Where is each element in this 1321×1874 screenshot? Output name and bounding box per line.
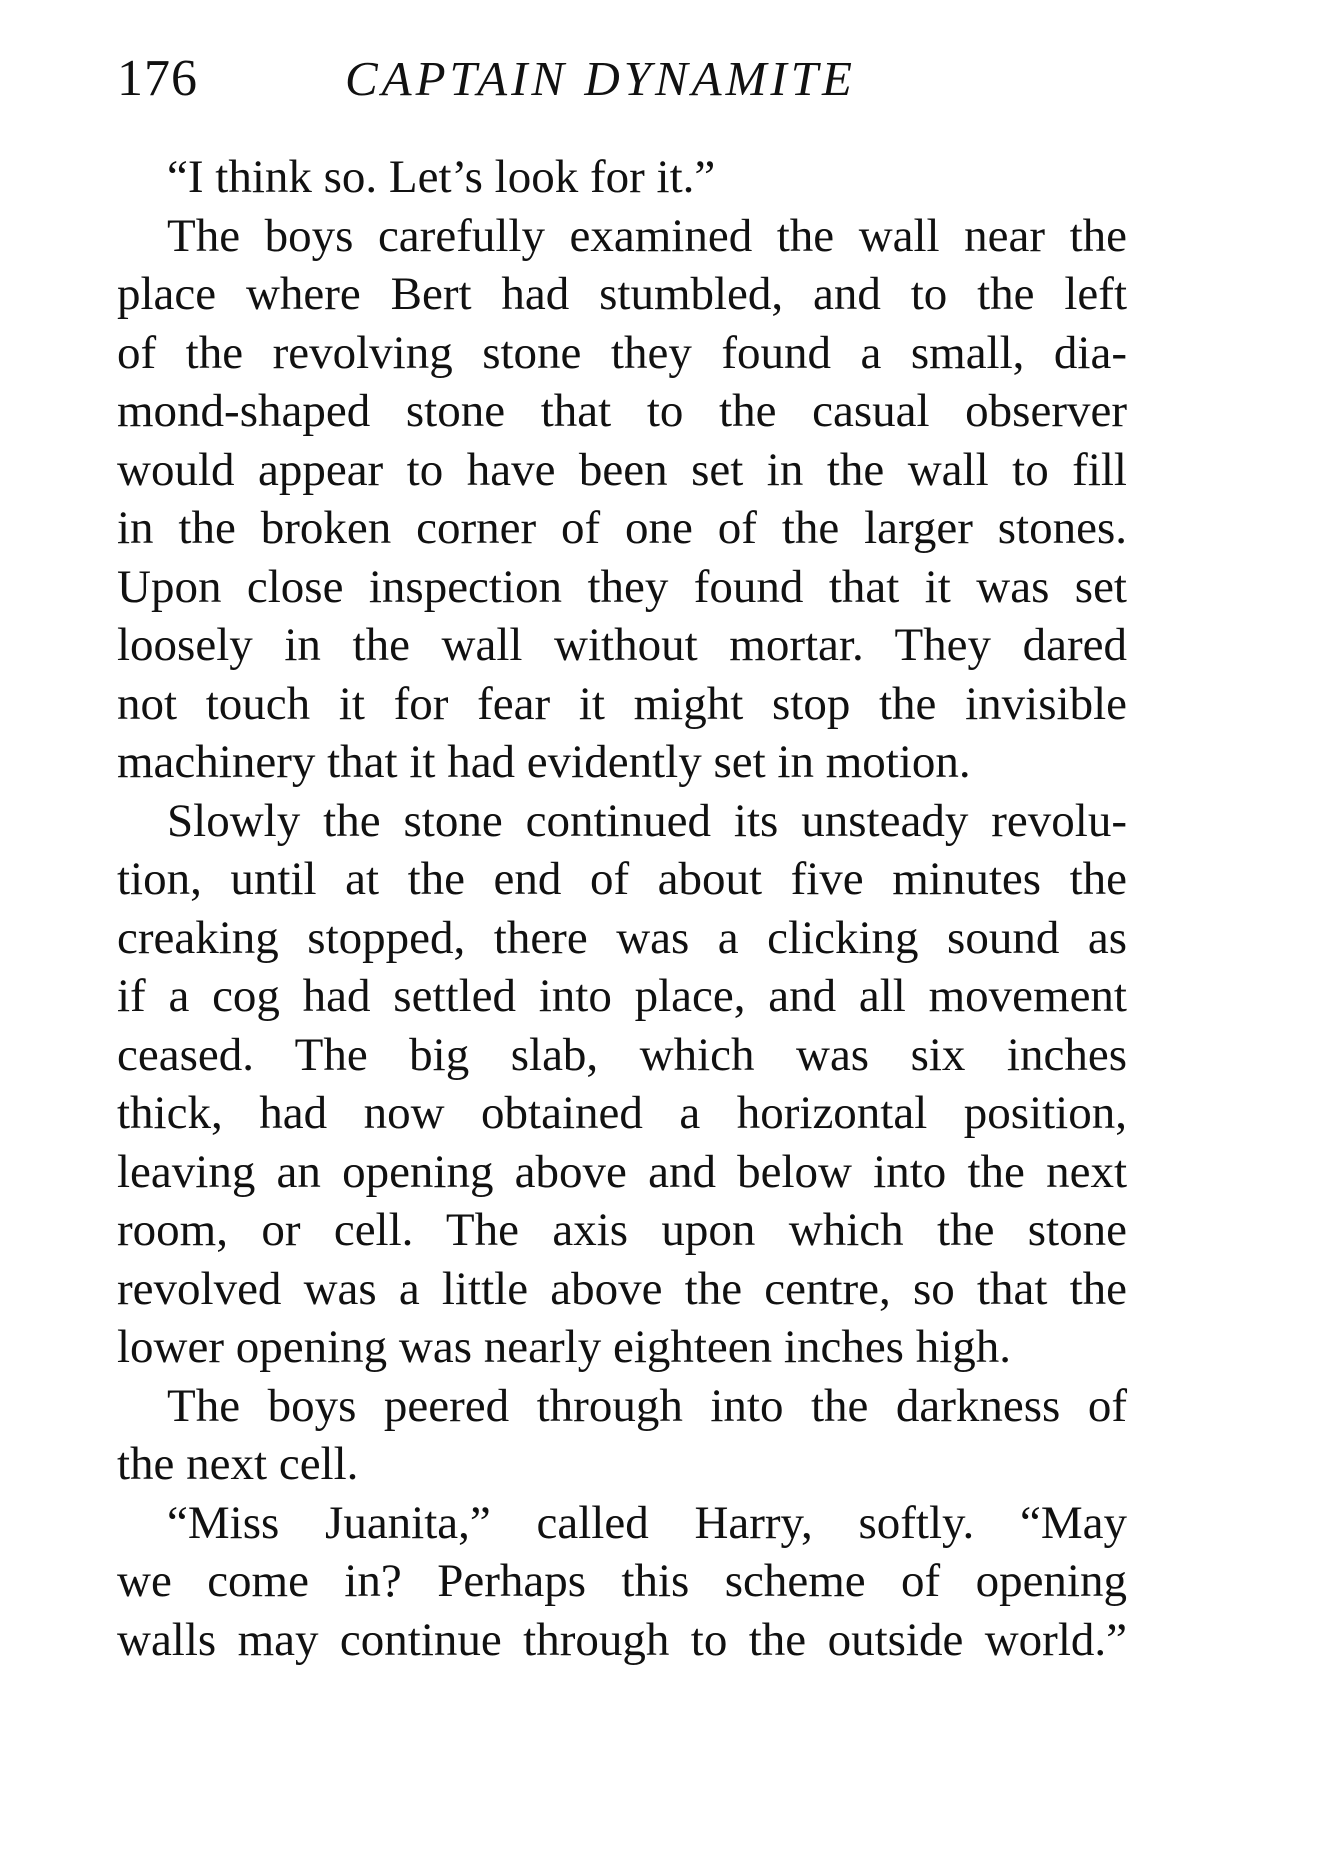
text-line: “Miss Juanita,” called Harry, softly. “May xyxy=(167,1496,1127,1549)
text-line: not touch it for fear it might stop the invisible xyxy=(117,677,1127,730)
text-line: would appear to have been set in the wall to fill xyxy=(117,443,1127,496)
text-line: place where Bert had stumbled, and to the left xyxy=(117,268,1127,320)
text-line: revolved was a little above the centre, so that the xyxy=(117,1262,1127,1315)
text-line: “I think so. Let’s look for it.” xyxy=(167,151,716,203)
text-line: the next cell. xyxy=(117,1438,359,1490)
text-line: we come in? Perhaps this scheme of opening xyxy=(117,1555,1127,1607)
text-line: walls may continue through to the outside world.” xyxy=(117,1613,1127,1666)
text-line: creaking stopped, there was a clicking sound as xyxy=(117,911,1127,964)
text-line: machinery that it had evidently set in motion. xyxy=(117,736,971,788)
text-line: lower opening was nearly eighteen inches high. xyxy=(117,1321,1012,1373)
text-line: ceased. The big slab, which was six inches xyxy=(117,1028,1127,1081)
text-line: thick, had now obtained a horizontal position, xyxy=(117,1087,1127,1139)
text-line: if a cog had settled into place, and all movement xyxy=(117,970,1127,1022)
text-line: loosely in the wall without mortar. They dared xyxy=(117,619,1127,671)
text-line: Upon close inspection they found that it was set xyxy=(117,560,1127,613)
text-line: of the revolving stone they found a small, dia- xyxy=(117,326,1127,379)
text-line: The boys carefully examined the wall near the xyxy=(167,209,1127,262)
text-line: room, or cell. The axis upon which the stone xyxy=(117,1204,1127,1256)
text-line: The boys peered through into the darkness of xyxy=(167,1379,1127,1432)
text-line: tion, until at the end of about five minutes the xyxy=(117,853,1127,905)
text-line: in the broken corner of one of the larger stones. xyxy=(117,502,1127,554)
text-line: Slowly the stone continued its unsteady revolu- xyxy=(167,794,1127,847)
body-text xyxy=(117,148,1127,1669)
page-header xyxy=(117,44,1127,114)
page-number: 176 xyxy=(117,50,198,107)
text-line: leaving an opening above and below into the next xyxy=(117,1145,1127,1198)
text-line: mond-shaped stone that to the casual observer xyxy=(117,385,1127,437)
running-title: CAPTAIN DYNAMITE xyxy=(345,51,856,106)
